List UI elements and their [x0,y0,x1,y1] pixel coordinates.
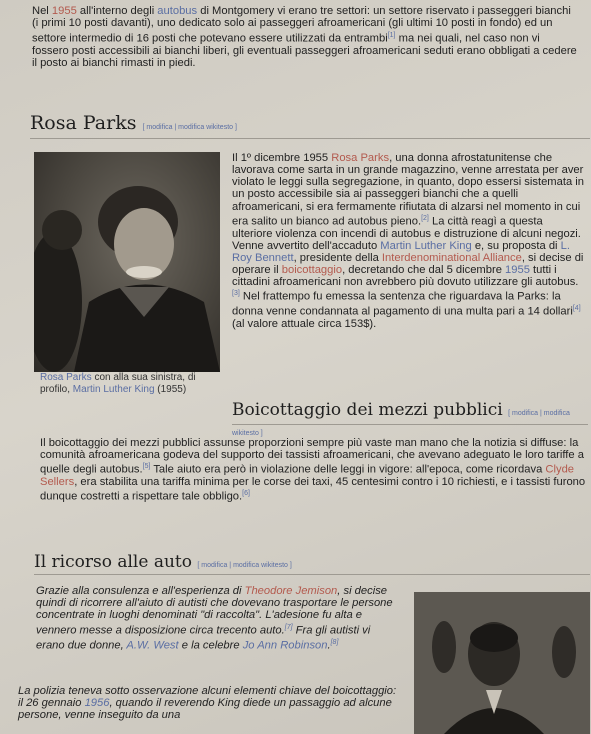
text: Grazie alla consulenza e all'esperienza di [36,585,245,597]
text: , quando il reverendo King diede un passaggio ad alcune persone, venne inseguito da una [18,697,392,722]
link-martin-luther-king[interactable]: Martin Luther King [72,384,155,395]
link-rosa-parks-body[interactable]: Rosa Parks [331,152,390,164]
text: all'interno degli [76,5,158,17]
text: e la celebre [178,639,243,652]
text: Il 1º dicembre 1955 [232,152,332,164]
link-boicottaggio[interactable]: boicottaggio [281,264,343,277]
text: , presidente della [293,251,382,264]
link-jemison[interactable]: Theodore Jemison [244,585,338,597]
link-bennett[interactable]: L. Roy Bennett [232,239,570,264]
text: , una donna afrostatunitense che lavorava come sarta in un grande magazzino, venne arrestata per aver violato le leggi sulla segregazione, in quanto, dopo essersi sistemata in un posto accessibile sia ai passeggeri bianchi che a quelli afroamericani, si era fermamente rifiutata di alzarsi nel momento in cui era salito un bianco ad autobus pieno. [232,152,584,228]
ref-4[interactable]: [4] [572,305,581,313]
link-autobus[interactable]: autobus [157,5,198,17]
text: Fra gli autisti vi erano due donne, [36,624,371,652]
text: Nel [32,5,52,17]
text: ma nei quali, nel caso non vi fossero posti accessibili ai bianchi liberi, gli eventuali passeggeri afroamericani seduti erano obbligati a cedere il posto ai bianchi rimasti in piedi. [32,32,577,69]
photo-rosa-parks [34,152,220,372]
heading-boicottaggio [232,400,591,440]
edit-link[interactable]: [ modifica | modifica wikitesto ] [142,124,237,131]
ref-3[interactable]: [3] [232,290,240,298]
ref-8[interactable]: [8] [330,638,339,646]
text: (1955) [154,384,187,395]
edit-link[interactable]: [ modifica | modifica wikitesto ] [197,562,292,569]
link-sellers[interactable]: Clyde Sellers [40,463,575,489]
heading-ricorso-auto [34,552,292,572]
auto-paragraph-2 [18,685,403,722]
divider [34,574,590,575]
text: , era stabilita una tariffa minima per le corse dei taxi, 45 centesimi contro i 10 richiesti, e i tassisti furono dunque costretti a rispettare tale obbligo. [40,476,586,503]
text: , decretando che dal 5 dicembre [342,264,506,277]
link-1955[interactable]: 1955 [51,5,77,17]
text: (al valore attuale circa 153$). [232,318,377,331]
link-rosa-parks[interactable]: Rosa Parks [40,372,92,383]
photo-martin-luther-king [414,592,590,734]
heading-text: Rosa Parks [30,112,137,134]
boicottaggio-paragraph [40,437,588,503]
text: di Montgomery vi erano tre settori: un settore riservato i passeggeri bianchi (i primi 10 posti davanti), uno dedicato solo ai passeggeri afroamericani (gli ultimi 10 posti in fondo) ed un settore intermedio di 16 posti che potevano essere utilizzati da entrambi [32,5,571,45]
ref-7[interactable]: [7] [284,623,293,631]
intro-paragraph [32,5,577,69]
ref-1[interactable]: [1] [387,31,396,39]
text: Il boicottaggio dei mezzi pubblici assunse proporzioni sempre più vaste man mano che la notizia si diffuse: la comunità afroamericana godeva del supporto dei tassisti afroamericani, che avevano adeguato le loro tariffe a quelle degli autobus. [40,437,584,476]
text: Tale aiuto era però in violazione delle leggi in vigore: all'epoca, come ricordava [150,463,546,476]
text: La città reagì a questa ulteriore violenza con incendi di autobus e distruzione di alcuni negozi. Venne avvertito dell'accaduto [232,215,581,252]
link-west[interactable]: A.W. West [126,639,179,652]
text: La polizia teneva sotto osservazione alcuni elementi chiave del boicottaggio: il 26 gennaio [18,685,397,710]
text: . [327,639,331,652]
text: con alla sua sinistra, di profilo, [40,372,196,395]
text: , si decise quindi di ricorrere all'aiuto di autisti che dovevano trasportare le persone concentrate in luoghi denominati "di raccolta". L'adesione fu alta e vennero messe a disposizione circa trecento auto. [36,585,393,637]
text: , si decise di operare il [232,251,584,277]
divider [30,138,590,139]
text: tutti i cittadini afroamericani non avrebbero più dovuto utilizzare gli autobus. [232,264,579,289]
auto-paragraph-1 [36,585,401,651]
ref-6[interactable]: [6] [242,490,250,498]
photo-illustration [414,592,590,734]
rosa-parks-paragraph [232,152,584,330]
photo-caption [40,372,220,396]
ref-5[interactable]: [5] [142,463,151,471]
photo-illustration [34,152,220,372]
link-1956[interactable]: 1956 [84,697,110,710]
heading-text: Il ricorso alle auto [34,552,192,572]
edit-link[interactable]: [ modifica | modifica wikitesto ] [232,410,570,437]
heading-text: Boicottaggio dei mezzi pubblici [232,400,503,420]
link-alliance[interactable]: Interdenominational Alliance [381,251,522,264]
link-1955b[interactable]: 1955 [505,264,530,277]
divider [232,424,588,425]
link-robinson[interactable]: Jo Ann Robinson [242,639,328,652]
text: e, su proposta di [471,239,561,252]
ref-2[interactable]: [2] [421,214,429,222]
heading-rosa-parks [30,112,237,134]
link-mlk[interactable]: Martin Luther King [380,239,472,252]
text: Nel frattempo fu emessa la sentenza che riguardava la Parks: la donna venne condannata al pagamento di una multa pari a 14 dollari [232,291,573,319]
